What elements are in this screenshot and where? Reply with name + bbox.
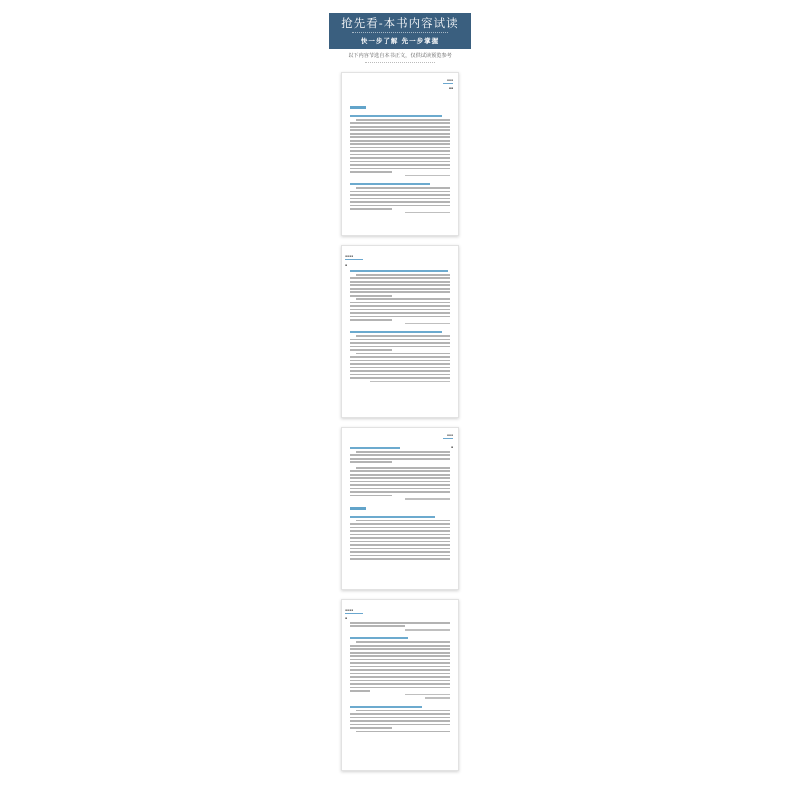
page-number: ▪▪ <box>448 86 453 90</box>
running-header: ▪▪▪ <box>443 433 453 439</box>
article-heading <box>350 115 442 117</box>
page-text <box>350 270 450 384</box>
book-page-3 <box>341 427 459 590</box>
article-heading <box>350 637 408 639</box>
page-number: ▪ <box>450 445 453 449</box>
article-heading <box>350 183 430 185</box>
page-number: ▪ <box>345 263 348 267</box>
preview-subtitle <box>329 52 471 63</box>
section-heading <box>350 106 366 109</box>
page-text <box>350 106 450 215</box>
book-page-2 <box>341 245 459 418</box>
article-heading <box>350 331 442 333</box>
running-header: ▪▪▪ <box>443 78 453 84</box>
preview-banner <box>329 13 471 49</box>
subtitle-text: 以下内容节选自本书正文，仅供试读预览参考 <box>348 53 452 59</box>
page-text <box>350 447 450 562</box>
book-page-4 <box>341 599 459 771</box>
article-heading <box>350 447 400 449</box>
page-text <box>350 622 450 734</box>
running-header: ▪▪▪▪ <box>345 608 363 614</box>
article-heading <box>350 706 422 708</box>
banner-tagline: 快一步了解 先一步掌握 <box>360 37 440 45</box>
article-heading <box>350 516 435 518</box>
banner-title: 抢先看-本书内容试读 <box>341 16 459 30</box>
article-heading <box>350 270 448 272</box>
running-header: ▪▪▪▪ <box>345 254 363 260</box>
subtitle-divider <box>365 62 435 63</box>
page-number: ▪ <box>345 616 348 620</box>
banner-divider <box>352 32 448 36</box>
book-page-1 <box>341 72 459 236</box>
section-heading <box>350 507 366 510</box>
